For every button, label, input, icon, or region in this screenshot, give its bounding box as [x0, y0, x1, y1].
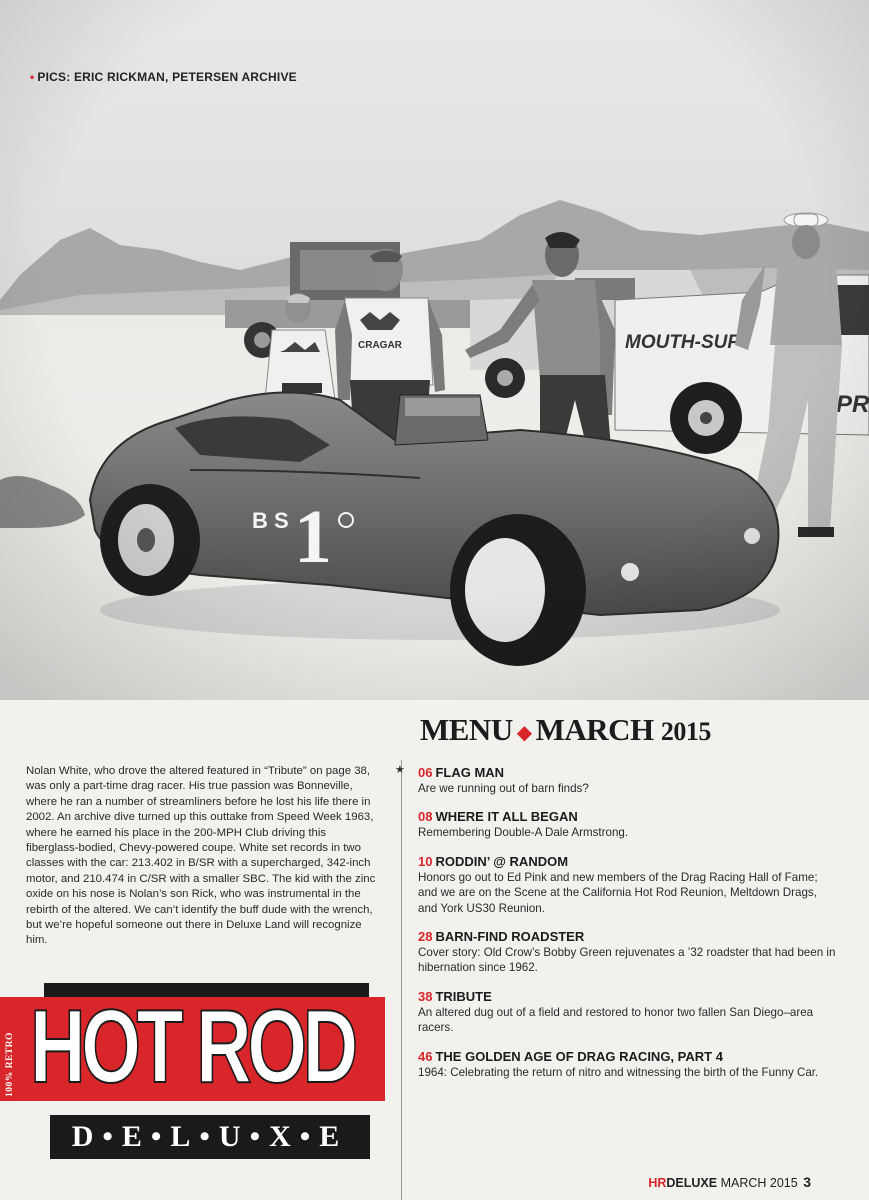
logo-main-text: HOT ROD	[30, 989, 354, 1105]
item-title: FLAG MAN	[435, 765, 505, 780]
item-page-number: 28	[418, 929, 433, 945]
contents-item[interactable]	[418, 989, 838, 1036]
contents-item[interactable]	[418, 765, 838, 796]
star-icon: ★	[395, 764, 405, 776]
footer-brand-deluxe: DELUXE	[666, 1176, 718, 1190]
item-title: WHERE IT ALL BEGAN	[435, 809, 578, 825]
item-description: Are we running out of barn finds?	[418, 782, 589, 795]
item-description: Cover story: Old Crow’s Bobby Green rejuvenates a ’32 roadster that had been in hibernation since 1962.	[418, 946, 836, 975]
item-description: 1964: Celebrating the return of nitro and witnessing the birth of the Funny Car.	[418, 1065, 819, 1079]
footer-issue: MARCH 2015	[720, 1176, 798, 1190]
menu-heading-right: MARCH	[535, 712, 654, 747]
item-page-number: 08	[418, 809, 433, 825]
diamond-icon: ◆	[516, 722, 532, 745]
menu-heading-left: MENU	[420, 712, 513, 747]
menu-heading-year: 2015	[660, 717, 711, 746]
photo-caption: Nolan White, who drove the altered featured in “Tribute” on page 38, was only a part-time drag racer. His true passion was Bonneville, where he ran a number of streamliners before he lost his life there in 2002. An archive dive turned up this outtake from Speed Week 1963, where he earned his place in the 200-MPH Club driving this fiberglass-bodied, Chevy-powered coupe. White set records in two classes with the car: 213.402 in B/SR with a supercharged, 342-inch motor, and 210.474 in C/SR with a smaller SBC. The kid with the zinc oxide on his nose is Nolan’s son Rick, who was instrumental in the rebirth of the altered. We can’t identify the buff dude with the wrench, but we’re hopeful someone out there in Deluxe Land will recognize him.	[26, 765, 376, 947]
logo-retro-tag: 100% RETRO	[5, 1032, 15, 1097]
item-description: Honors go out to Ed Pink and new members of the Drag Racing Hall of Fame; and we are on the Scene at the California Hot Rod Reunion, Meltdown Drags, and York US30 Reunion.	[418, 870, 818, 915]
item-page-number: 38	[418, 988, 433, 1004]
menu-heading	[420, 712, 860, 748]
bullet-icon: •	[30, 70, 35, 84]
item-page-number: 10	[418, 853, 433, 869]
item-page-number: 06	[418, 765, 433, 780]
page-footer	[648, 1174, 811, 1190]
page-number: 3	[803, 1174, 811, 1190]
item-title: THE GOLDEN AGE OF DRAG RACING, PART 4	[435, 1048, 723, 1064]
photo-credit	[30, 70, 297, 84]
footer-brand-hr: HR	[648, 1176, 667, 1190]
item-title: TRIBUTE	[435, 988, 492, 1004]
item-title: BARN-FIND ROADSTER	[435, 929, 585, 945]
contents-item[interactable]	[418, 1049, 838, 1080]
contents-item[interactable]	[418, 929, 838, 976]
item-title: RODDIN’ @ RANDOM	[435, 853, 569, 869]
contents-list	[418, 765, 838, 1093]
column-divider	[401, 760, 402, 1200]
item-description: An altered dug out of a field and restored to honor two fallen San Diego–area racers.	[418, 1005, 814, 1035]
contents-item[interactable]	[418, 854, 838, 916]
photo-credit-text: PICS: ERIC RICKMAN, PETERSEN ARCHIVE	[37, 70, 297, 84]
item-description: Remembering Double-A Dale Armstrong.	[418, 826, 629, 840]
logo-sub-text: D•E•L•U•X•E	[71, 1120, 349, 1153]
hot-rod-deluxe-logo	[0, 983, 385, 1168]
contents-item[interactable]	[418, 809, 838, 840]
item-page-number: 46	[418, 1048, 433, 1064]
